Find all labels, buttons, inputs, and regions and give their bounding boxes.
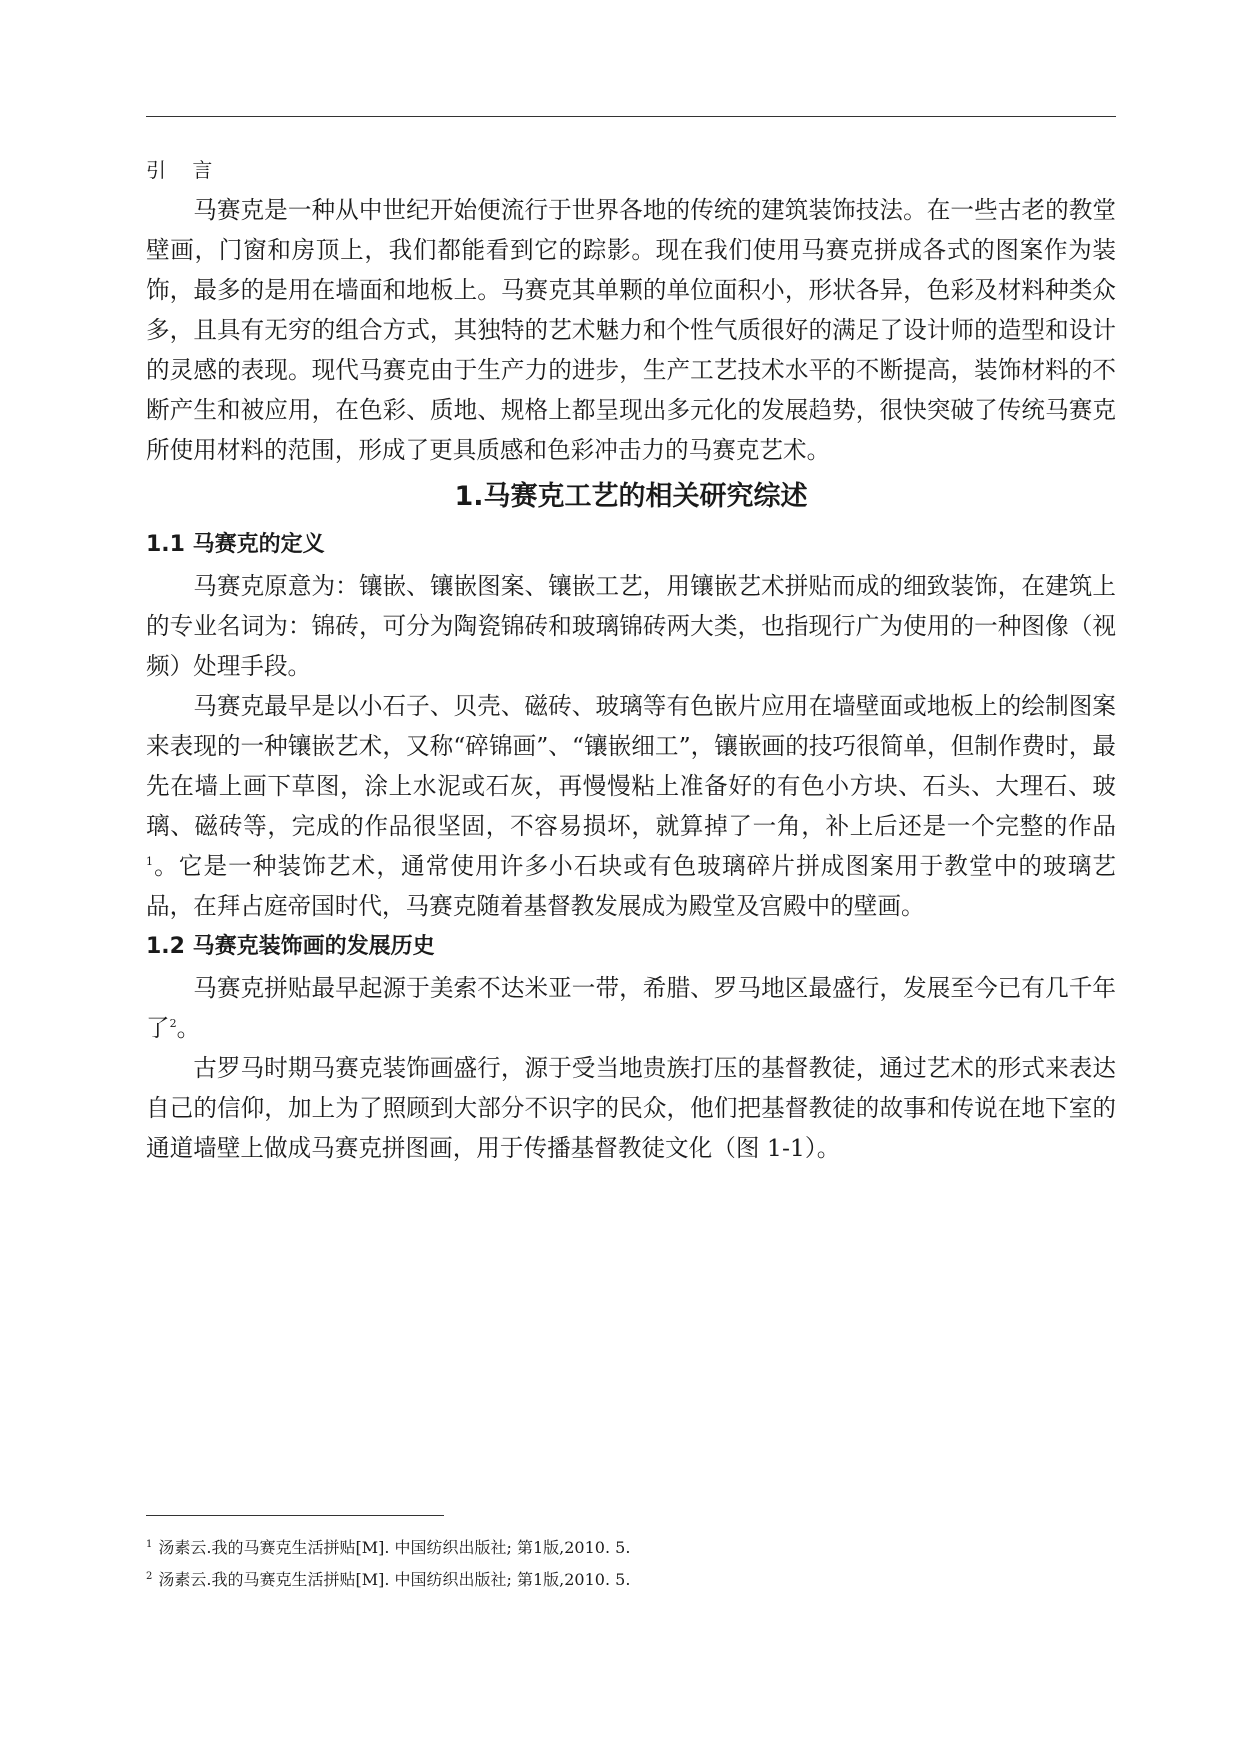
intro-label: 引 言 <box>146 158 223 182</box>
footnote-reference-1[interactable]: 1 <box>146 855 153 869</box>
footnote-2 <box>146 1564 1116 1596</box>
body-text <box>146 150 1116 1168</box>
footnote-text: 汤素云.我的马赛克生活拼贴[M]. 中国纺织出版社; 第1版,2010. 5. <box>158 1538 631 1557</box>
section-1-2-paragraph-2: 古罗马时期马赛克装饰画盛行，源于受当地贵族打压的基督教徒，通过艺术的形式来表达自己的信仰，加上为了照顾到大部分不识字的民众，他们把基督教徒的故事和传说在地下室的通道墙壁上做成马赛克拼图画，用于传播基督教徒文化（图 1-1）。 <box>146 1054 1116 1162</box>
section-1-2-title: 1.2 马赛克装饰画的发展历史 <box>146 934 435 959</box>
section-1-1-title: 1.1 马赛克的定义 <box>146 532 325 557</box>
header-rule <box>146 116 1116 117</box>
footnote-number: 2 <box>146 1570 153 1582</box>
paragraph-text: 。 <box>176 1014 201 1042</box>
section-1-1-paragraph-2 <box>146 686 1116 926</box>
intro-paragraph: 马赛克是一种从中世纪开始便流行于世界各地的传统的建筑装饰技法。在一些古老的教堂壁画，门窗和房顶上，我们都能看到它的踪影。现在我们使用马赛克拼成各式的图案作为装饰，最多的是用在墙面和地板上。马赛克其单颗的单位面积小，形状各异，色彩及材料种类众多，且具有无穷的组合方式，其独特的艺术魅力和个性气质很好的满足了设计师的造型和设计的灵感的表现。现代马赛克由于生产力的进步，生产工艺技术水平的不断提高，装饰材料的不断产生和被应用，在色彩、质地、规格上都呈现出多元化的发展趋势，很快突破了传统马赛克所使用材料的范围，形成了更具质感和色彩冲击力的马赛克艺术。 <box>146 196 1116 464</box>
footnote-text: 汤素云.我的马赛克生活拼贴[M]. 中国纺织出版社; 第1版,2010. 5. <box>158 1570 631 1589</box>
paragraph-text: 马赛克拼贴最早起源于美索不达米亚一带，希腊、罗马地区最盛行，发展至今已有几千年了 <box>146 974 1116 1042</box>
paragraph-text: 。它是一种装饰艺术，通常使用许多小石块或有色玻璃碎片拼成图案用于教堂中的玻璃艺品，在拜占庭帝国时代，马赛克随着基督教发展成为殿堂及宫殿中的壁画。 <box>146 852 1116 920</box>
footnote-reference-2[interactable]: 2 <box>169 1017 177 1031</box>
section-1-2-paragraph-1 <box>146 968 1116 1048</box>
chapter-title: 1.马赛克工艺的相关研究综述 <box>454 481 808 512</box>
section-1-1-paragraph-1: 马赛克原意为：镶嵌、镶嵌图案、镶嵌工艺，用镶嵌艺术拼贴而成的细致装饰，在建筑上的专业名词为：锦砖，可分为陶瓷锦砖和玻璃锦砖两大类，也指现行广为使用的一种图像（视频）处理手段。 <box>146 572 1116 680</box>
footnote-number: 1 <box>146 1538 153 1550</box>
footnote-1 <box>146 1532 1116 1564</box>
footnotes <box>146 1532 1116 1596</box>
paragraph-text: 马赛克最早是以小石子、贝壳、磁砖、玻璃等有色嵌片应用在墙壁面或地板上的绘制图案来表现的一种镶嵌艺术，又称“碎锦画”、“镶嵌细工”，镶嵌画的技巧很简单，但制作费时，最先在墙上画下草图，涂上水泥或石灰，再慢慢粘上准备好的有色小方块、石头、大理石、玻璃、磁砖等，完成的作品很坚固，不容易损坏，就算掉了一角，补上后还是一个完整的作品 <box>146 692 1116 840</box>
footnote-rule <box>146 1515 444 1516</box>
